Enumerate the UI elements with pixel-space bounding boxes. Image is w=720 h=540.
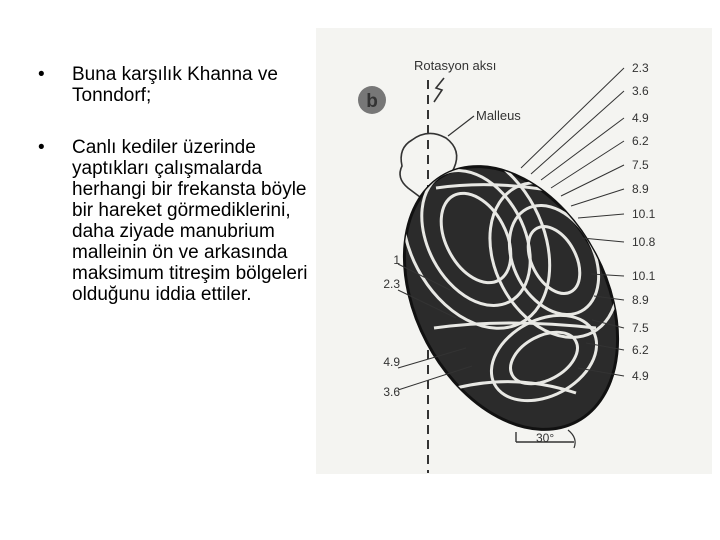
value-label: 2.3 xyxy=(632,61,649,75)
value-label: 6.2 xyxy=(632,343,649,357)
value-label: 2.3 xyxy=(383,277,400,291)
value-label: 4.9 xyxy=(383,355,400,369)
value-label: 3.6 xyxy=(383,385,400,399)
bullet-list xyxy=(36,64,321,336)
angle-marker xyxy=(516,430,575,448)
bullet-text: Buna karşılık Khanna ve Tonndorf; xyxy=(72,64,278,106)
bullet-dot: • xyxy=(38,137,45,158)
value-label: 8.9 xyxy=(632,182,649,196)
malleus-label: Malleus xyxy=(476,108,521,123)
value-label: 10.8 xyxy=(632,235,656,249)
angle-label: 30° xyxy=(536,431,555,445)
panel-badge xyxy=(358,86,386,114)
value-label: 4.9 xyxy=(632,369,649,383)
value-label: 7.5 xyxy=(632,158,649,172)
malleus-pointer xyxy=(448,116,474,136)
rotation-axis-label: Rotasyon aksı xyxy=(414,58,497,73)
value-label: 10.1 xyxy=(632,207,656,221)
value-label: 4.9 xyxy=(632,111,649,125)
value-label: 3.6 xyxy=(632,84,649,98)
bullet-text: Canlı kediler üzerinde yaptıkları çalışmalarda herhangi bir frekansta böyle bir hareket görmediklerini, daha ziyade manubrium malleinin ön ve arkasında maksimum titreşim bölgeleri olduğunu iddia ettiler. xyxy=(72,137,308,305)
value-label: 8.9 xyxy=(632,293,649,307)
value-label: 7.5 xyxy=(632,321,649,335)
bullet-item xyxy=(36,64,321,106)
figure-drawing xyxy=(316,28,712,474)
value-label: 1 xyxy=(393,253,400,267)
eardrum-vibration-figure xyxy=(316,28,712,474)
bullet-item xyxy=(36,137,321,305)
value-label: 10.1 xyxy=(632,269,656,283)
rotation-arrow-icon xyxy=(434,78,444,102)
bullet-dot: • xyxy=(38,64,45,85)
value-label: 6.2 xyxy=(632,134,649,148)
panel-letter: b xyxy=(366,91,378,112)
